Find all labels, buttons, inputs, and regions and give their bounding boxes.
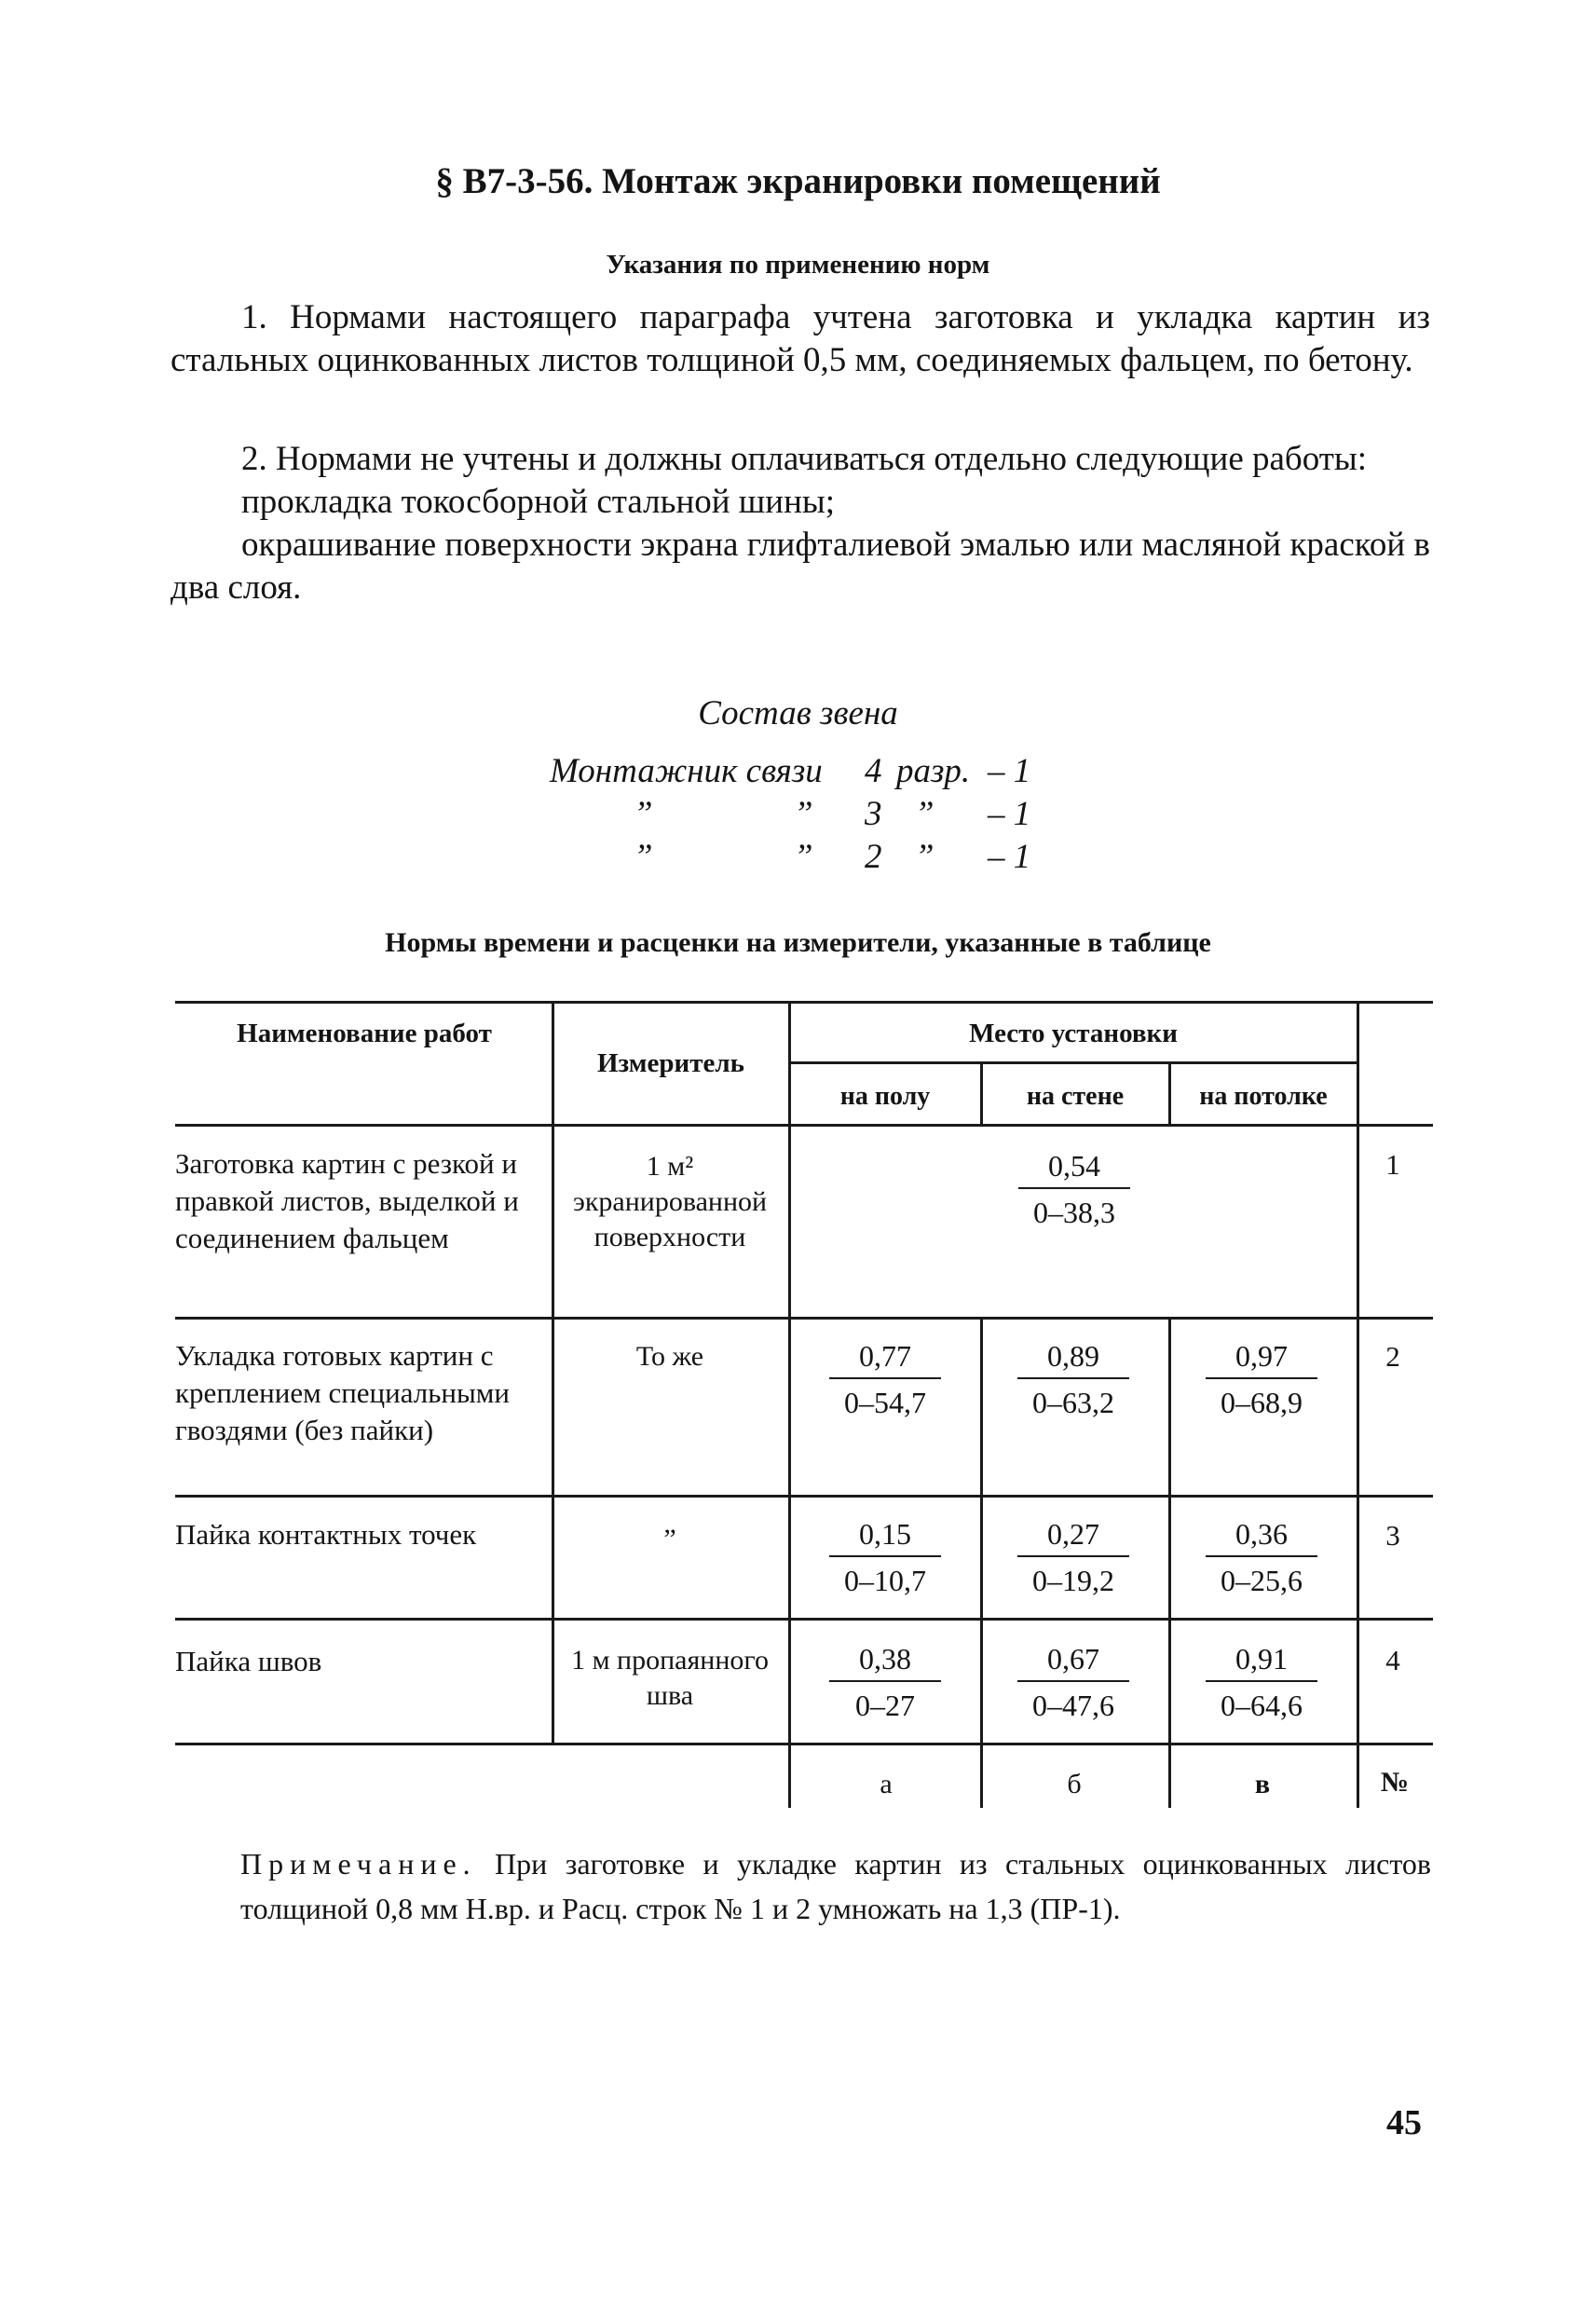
row-4-measure: 1 м пропаянного шва — [571, 1645, 769, 1711]
row-3-floor-norm: 0,15 — [859, 1517, 911, 1551]
row-1-number: 1 — [1385, 1148, 1400, 1181]
crew-line-1-unit: разр. — [896, 752, 971, 790]
crew-title: Состав звена — [698, 694, 898, 732]
row-2-number: 2 — [1385, 1340, 1400, 1373]
row-2-floor-norm: 0,77 — [859, 1339, 911, 1373]
crew-line-3-ditto-1: ” — [634, 838, 653, 876]
row-4-wall-rate: 0–47,6 — [1032, 1689, 1114, 1722]
row-3-floor-rate: 0–10,7 — [844, 1564, 926, 1597]
column-key-c: в — [1254, 1769, 1271, 1799]
table-bottom-rule — [175, 1743, 1433, 1745]
row-2-name: Укладка готовых картин с креплением специальными гвоздями (без пайки) — [175, 1339, 510, 1446]
fraction-bar — [829, 1555, 941, 1557]
row-4-floor-rate: 0–27 — [855, 1689, 915, 1722]
row-2-wall-rate: 0–63,2 — [1032, 1386, 1114, 1419]
crew-line-2-ditto-2: ” — [794, 795, 813, 833]
crew-line-2-grade: 3 — [865, 795, 882, 833]
row-3-measure: ” — [663, 1524, 676, 1554]
row-3-floor — [829, 1514, 941, 1600]
row-2-wall — [1017, 1336, 1129, 1422]
fraction-bar — [1017, 1555, 1129, 1557]
fraction-bar — [1017, 1680, 1129, 1682]
col-rule-wall-hdr — [1168, 1061, 1171, 1124]
crew-line-3-grade: 2 — [865, 838, 882, 876]
header-place: Место установки — [969, 1019, 1178, 1048]
row-4-floor-norm: 0,38 — [859, 1642, 911, 1676]
row-3-number: 3 — [1385, 1519, 1400, 1552]
header-measure: Измеритель — [597, 1048, 744, 1078]
row-2-ceiling-norm: 0,97 — [1235, 1339, 1288, 1373]
fraction-bar — [1206, 1555, 1317, 1557]
row-2-floor-rate: 0–54,7 — [844, 1386, 926, 1419]
row-1-measure: 1 м² экранированной поверхности — [572, 1151, 768, 1252]
row-1-norm: 0,54 — [1048, 1149, 1100, 1183]
col-rule-floor — [980, 1317, 983, 1808]
crew-line-3-ditto-2: ” — [794, 838, 813, 876]
column-key-a: а — [880, 1769, 893, 1799]
column-key-number: № — [1380, 1767, 1410, 1798]
section-heading: § В7-3-56. Монтаж экранировки помещений — [435, 161, 1161, 201]
row-4-ceiling-rate: 0–64,6 — [1221, 1689, 1303, 1722]
row-2-measure: То же — [635, 1341, 704, 1372]
row-2-rule — [175, 1495, 1433, 1498]
col-rule-number — [1357, 1001, 1359, 1808]
fraction-bar — [1206, 1377, 1317, 1379]
row-2-ceiling — [1206, 1336, 1317, 1422]
note-text: При заготовке и укладке картин из стальных оцинкованных листов толщиной 0,8 мм Н.вр. и Расц. строк № 1 и 2 умножать на 1,3 (ПР-1). — [240, 1847, 1431, 1925]
row-1-name: Заготовка картин с резкой и правкой листов, выделкой и соединением фальцем — [175, 1147, 519, 1254]
header-bottom-rule — [175, 1124, 1433, 1127]
page-number: 45 — [1386, 2103, 1422, 2142]
row-3-rule — [175, 1618, 1433, 1621]
crew-line-2-unit: ” — [915, 795, 934, 833]
crew-line-3-count: – 1 — [988, 838, 1031, 876]
crew-line-2-count: – 1 — [988, 795, 1031, 833]
row-3-wall — [1017, 1514, 1129, 1600]
col-rule-floor-hdr — [980, 1061, 983, 1124]
row-2-floor — [829, 1336, 941, 1422]
row-4-ceiling-norm: 0,91 — [1235, 1642, 1288, 1676]
table-title: Нормы времени и расценки на измерители, указанные в таблице — [385, 927, 1211, 958]
col-rule-place — [788, 1001, 791, 1808]
row-4-wall-norm: 0,67 — [1047, 1642, 1099, 1676]
col-rule-measure — [552, 1001, 554, 1743]
header-split-rule — [790, 1061, 1357, 1064]
paragraph-2-item-2: окрашивание поверхности экрана глифталиевой эмалью или масляной краской в два слоя. — [171, 526, 1430, 607]
guidelines-subheading: Указания по применению норм — [606, 250, 990, 280]
row-4-wall — [1017, 1639, 1129, 1725]
paragraph-1-text: 1. Нормами настоящего параграфа учтена заготовка и укладка картин из стальных оцинкованных листов толщиной 0,5 мм, соединяемых фальцем, по бетону. — [171, 298, 1430, 379]
row-3-wall-norm: 0,27 — [1047, 1517, 1099, 1551]
crew-line-3-unit: ” — [915, 838, 934, 876]
crew-line-1-grade: 4 — [865, 752, 882, 790]
col-rule-wall — [1168, 1317, 1171, 1808]
row-3-ceiling-norm: 0,36 — [1235, 1517, 1288, 1551]
crew-line-2-ditto-1: ” — [634, 795, 653, 833]
row-4-ceiling — [1206, 1639, 1317, 1725]
column-key-b: б — [1067, 1769, 1082, 1799]
header-wall: на стене — [1026, 1082, 1125, 1111]
header-floor: на полу — [839, 1082, 931, 1111]
row-1-rate: 0–38,3 — [1033, 1196, 1115, 1229]
row-3-wall-rate: 0–19,2 — [1032, 1564, 1114, 1597]
note-label: Примечание. — [240, 1847, 477, 1881]
row-3-ceiling-rate: 0–25,6 — [1221, 1564, 1303, 1597]
fraction-bar — [1018, 1187, 1130, 1189]
table-note — [240, 1841, 1431, 1931]
fraction-bar — [829, 1377, 941, 1379]
header-work: Наименование работ — [237, 1019, 492, 1048]
paragraph-2-item-1: прокладка токосборной стальной шины; — [241, 483, 836, 521]
crew-line-1-count: – 1 — [988, 752, 1031, 790]
crew-line-1-name: Монтажник связи — [550, 752, 823, 790]
row-1-merged-value — [1018, 1146, 1130, 1232]
row-3-name: Пайка контактных точек — [175, 1518, 477, 1551]
row-2-wall-norm: 0,89 — [1047, 1339, 1099, 1373]
fraction-bar — [829, 1680, 941, 1682]
row-4-name: Пайка швов — [175, 1645, 322, 1677]
paragraph-2-intro: 2. Нормами не учтены и должны оплачиваться отдельно следующие работы: — [241, 440, 1368, 478]
header-ceiling: на потолке — [1199, 1082, 1328, 1111]
row-1-rule — [175, 1317, 1433, 1320]
row-4-floor — [829, 1639, 941, 1725]
row-3-ceiling — [1206, 1514, 1317, 1600]
row-2-ceiling-rate: 0–68,9 — [1221, 1386, 1303, 1419]
table-top-rule — [175, 1001, 1433, 1004]
fraction-bar — [1206, 1680, 1317, 1682]
row-4-number: 4 — [1385, 1644, 1400, 1676]
fraction-bar — [1017, 1377, 1129, 1379]
